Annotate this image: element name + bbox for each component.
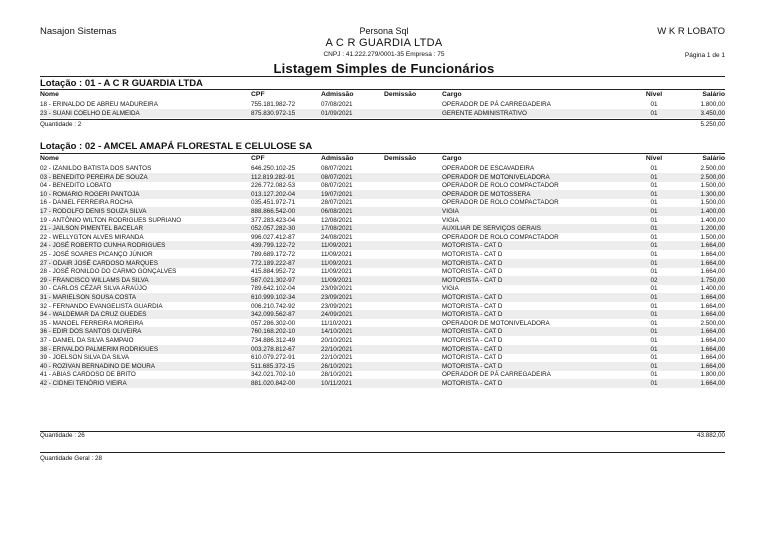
group-title: Lotação : 02 - AMCEL AMAPÁ FLORESTAL E CELULOSE SA: [40, 141, 313, 152]
cell-nome: 19 - ANTÔNIO WILTON RODRIGUES SUPRIANO: [40, 216, 182, 224]
cell-nome: 36 - EDIR DOS SANTOS OLIVEIRA: [40, 328, 142, 336]
cell-nome: 18 - ERINALDO DE ABREU MADUREIRA: [40, 101, 158, 108]
cell-nome: 25 - JOSÉ SOARES PICANÇO JÚNIOR: [40, 251, 153, 258]
cell-nome: 42 - CIDNEI TENÓRIO VIEIRA: [40, 380, 127, 387]
cell-nome: 28 - JOSÉ RONILDO DO CARMO GONÇALVES: [40, 268, 177, 276]
cell-cpf: 888.866.542-00: [251, 208, 296, 215]
database-name: Persona Sql: [359, 26, 409, 36]
cell-cpf: 377.283.423-04: [251, 216, 296, 224]
cell-nivel: 01: [650, 268, 658, 276]
cell-cpf: 587.021.302-97: [251, 276, 296, 284]
cell-salario: 1.664,00: [700, 242, 725, 250]
cell-cpf: 415.884.952-72: [251, 268, 296, 276]
cell-cargo: OPERADOR DE PÁ CARREGADEIRA: [442, 101, 551, 108]
report-title: Listagem Simples de Funcionários: [273, 61, 495, 76]
cell-admissao: 11/09/2021: [321, 251, 353, 258]
cell-salario: 1.200,00: [700, 225, 725, 233]
cell-nome: 32 - FERNANDO EVANGELISTA GUARDIA: [40, 302, 163, 310]
cell-salario: 1.300,00: [700, 190, 725, 198]
col-nome: Nome: [40, 155, 59, 162]
table-row: [40, 109, 725, 118]
table-header: [40, 90, 725, 99]
cell-nivel: 01: [650, 216, 658, 224]
cell-nivel: 01: [650, 354, 658, 362]
cell-salario: 1.664,00: [700, 345, 725, 353]
cell-cargo: MOTORISTA - CAT D: [442, 251, 503, 258]
cell-nivel: 01: [650, 251, 658, 258]
cell-salario: 1.664,00: [700, 337, 725, 344]
cell-admissao: 22/10/2021: [321, 345, 353, 353]
col-cargo: Cargo: [442, 155, 462, 162]
cell-nome: 03 - BENEDITO PEREIRA DE SOUZA: [40, 173, 148, 181]
cell-nivel: 01: [650, 328, 658, 336]
company-name: A C R GUARDIA LTDA: [325, 37, 443, 49]
cell-nome: 22 - WELLYGTON ALVES MIRANDA: [40, 233, 144, 241]
cell-salario: 1.400,00: [700, 216, 725, 224]
cell-admissao: 14/10/2021: [321, 328, 353, 336]
cell-cpf: 996.027.412-87: [251, 233, 296, 241]
cell-nome: 21 - JAILSON PIMENTEL BACELAR: [40, 225, 143, 233]
page-number: Página 1 de 1: [684, 52, 725, 59]
cell-admissao: 11/09/2021: [321, 259, 353, 267]
cell-cpf: 772.189.222-87: [251, 259, 296, 267]
group-total: 43.882,00: [696, 432, 725, 439]
group-total-divider: [40, 119, 725, 120]
cell-nome: 38 - ERIVALDO PALMERIM RODRIGUES: [40, 345, 159, 353]
cell-salario: 1.400,00: [700, 285, 725, 293]
cell-cargo: MOTORISTA - CAT D: [442, 276, 503, 284]
cell-nivel: 01: [650, 182, 658, 190]
cell-admissao: 24/09/2021: [321, 311, 353, 319]
cell-cpf: 057.286.302-00: [251, 319, 296, 327]
cell-nivel: 01: [650, 242, 658, 250]
cell-admissao: 08/07/2021: [321, 182, 353, 190]
cell-cargo: OPERADOR DE ROLO COMPACTADOR: [442, 233, 559, 241]
group-total: 5.250,00: [700, 121, 725, 128]
cell-nivel: 01: [650, 259, 658, 267]
cell-cpf: 610.079.272-91: [251, 354, 296, 362]
cell-nome: 39 - JOELSON SILVA DA SILVA: [40, 354, 130, 362]
cell-cargo: OPERADOR DE MOTOSSERA: [442, 190, 531, 198]
cell-cargo: MOTORISTA - CAT D: [442, 242, 503, 250]
cell-salario: 1.664,00: [700, 380, 725, 387]
cell-cargo: VIGIA: [442, 216, 459, 224]
cell-cpf: 035.451.972-71: [251, 199, 296, 207]
col-salario: Salário: [702, 91, 725, 98]
system-name: Nasajon Sistemas: [40, 26, 117, 37]
col-nivel: Nível: [645, 91, 663, 98]
cell-salario: 1.500,00: [700, 233, 725, 241]
cell-nome: 31 - MARIELSON SOUSA COSTA: [40, 294, 137, 301]
cell-cpf: 511.685.372-15: [251, 362, 295, 370]
cell-cargo: MOTORISTA - CAT D: [442, 362, 503, 370]
cell-admissao: 17/08/2021: [321, 225, 353, 233]
cell-nivel: 01: [650, 109, 658, 117]
cell-nome: 04 - BENEDITO LOBATO: [40, 182, 112, 190]
cell-salario: 3.450,00: [700, 109, 725, 117]
cell-salario: 1.500,00: [700, 199, 725, 207]
cell-nivel: 01: [650, 208, 658, 215]
cell-nivel: 01: [650, 362, 658, 370]
cell-admissao: 19/07/2021: [321, 190, 353, 198]
cell-cargo: MOTORISTA - CAT D: [442, 294, 503, 301]
cell-admissao: 01/09/2021: [321, 109, 353, 117]
cell-salario: 1.664,00: [700, 268, 725, 276]
cell-cpf: 003.278.812-67: [251, 345, 296, 353]
cell-nome: 02 - IZANILDO BATISTA DOS SANTOS: [40, 165, 152, 172]
cell-nome: 41 - ABIAS CARDOSO DE BRITO: [40, 371, 136, 379]
cell-nome: 27 - ODAIR JOSÉ CARDOSO MARQUES: [40, 259, 158, 267]
cell-cpf: 112.819.282-91: [251, 173, 295, 181]
col-nivel: Nível: [645, 155, 663, 162]
cell-nome: 10 - ROMARIO ROGERI PANTOJA: [40, 190, 140, 198]
cell-admissao: 20/10/2021: [321, 337, 353, 344]
cell-nivel: 01: [650, 380, 658, 387]
cell-cargo: OPERADOR DE ROLO COMPACTADOR: [442, 199, 559, 207]
cell-admissao: 23/09/2021: [321, 285, 353, 293]
cell-admissao: 12/08/2021: [321, 216, 353, 224]
cell-nivel: 01: [650, 345, 658, 353]
cell-admissao: 11/09/2021: [321, 242, 353, 250]
col-nome: Nome: [40, 91, 59, 98]
cell-cargo: VIGIA: [442, 285, 459, 293]
cell-nivel: 01: [650, 302, 658, 310]
cell-nivel: 01: [650, 294, 658, 301]
cell-nome: 17 - RODOLFO DENIS SOUZA SILVA: [40, 208, 147, 215]
cell-salario: 1.664,00: [700, 251, 725, 258]
cell-salario: 1.664,00: [700, 294, 725, 301]
cell-cpf: 342.099.562-87: [251, 311, 296, 319]
cell-salario: 2.500,00: [700, 173, 725, 181]
cell-cpf: 755.181.982-72: [251, 101, 296, 108]
cell-salario: 1.800,00: [700, 371, 725, 379]
col-salario: Salário: [702, 155, 725, 162]
cell-cargo: MOTORISTA - CAT D: [442, 345, 503, 353]
cell-admissao: 24/08/2021: [321, 233, 353, 241]
cell-salario: 1.750,00: [700, 276, 725, 284]
cell-cargo: MOTORISTA - CAT D: [442, 268, 503, 276]
cell-cargo: VIGIA: [442, 208, 459, 215]
cell-salario: 2.500,00: [700, 165, 725, 172]
cell-nivel: 01: [650, 337, 658, 344]
cell-admissao: 11/09/2021: [321, 276, 353, 284]
cell-cargo: MOTORISTA - CAT D: [442, 311, 503, 319]
cell-nome: 34 - WALDEMAR DA CRUZ GUEDES: [40, 311, 147, 319]
cell-cargo: OPERADOR DE MOTONIVELADORA: [442, 173, 550, 181]
table-header: [40, 154, 725, 163]
cell-admissao: 08/07/2021: [321, 165, 353, 172]
cell-salario: 1.800,00: [700, 101, 725, 108]
col-demissao: Demissão: [384, 91, 417, 98]
cell-nivel: 01: [650, 225, 658, 233]
cell-cargo: OPERADOR DE ESCAVADEIRA: [442, 165, 535, 172]
cell-cargo: OPERADOR DE MOTONIVELADORA: [442, 319, 550, 327]
cell-cpf: 052.057.282-30: [251, 225, 296, 233]
cell-cargo: MOTORISTA - CAT D: [442, 302, 503, 310]
cell-admissao: 28/10/2021: [321, 371, 353, 379]
cell-nivel: 01: [650, 311, 658, 319]
cell-nome: 30 - CARLOS CÉZAR SILVA ARAÚJO: [40, 285, 147, 293]
cell-salario: 1.500,00: [700, 182, 725, 190]
cell-cargo: OPERADOR DE PÁ CARREGADEIRA: [442, 371, 551, 379]
cell-nivel: 01: [650, 173, 658, 181]
cell-nivel: 01: [650, 371, 658, 379]
group-total-divider: [40, 431, 725, 432]
cell-cpf: 734.886.312-49: [251, 337, 296, 344]
cell-salario: 1.664,00: [700, 259, 725, 267]
cell-cpf: 226.772.082-53: [251, 182, 296, 190]
cell-admissao: 07/08/2021: [321, 101, 353, 108]
cell-admissao: 06/08/2021: [321, 208, 353, 215]
cell-nivel: 01: [650, 319, 658, 327]
cell-nome: 16 - DANIEL FERREIRA ROCHA: [40, 199, 133, 207]
cell-cpf: 789.689.172-72: [251, 251, 296, 258]
company-cnpj: CNPJ : 41.222.279/0001-35 Empresa : 75: [323, 51, 445, 58]
cell-cargo: GERENTE ADMINISTRATIVO: [442, 109, 527, 117]
cell-cpf: 789.642.102-04: [251, 285, 296, 293]
cell-admissao: 11/09/2021: [321, 268, 353, 276]
cell-admissao: 10/11/2021: [321, 380, 353, 387]
cell-salario: 1.400,00: [700, 208, 725, 215]
cell-nome: 37 - DANIEL DA SILVA SAMPAIO: [40, 337, 134, 344]
group-quantity: Quantidade : 2: [40, 121, 82, 128]
cell-nivel: 01: [650, 199, 658, 207]
cell-cargo: MOTORISTA - CAT D: [442, 337, 503, 344]
cell-salario: 2.500,00: [700, 319, 725, 327]
cell-nome: 40 - ROZIVAN BERNADINO DE MOURA: [40, 362, 155, 370]
cell-nome: 35 - MANOEL FERREIRA MOREIRA: [40, 319, 144, 327]
cell-admissao: 26/10/2021: [321, 362, 353, 370]
table-row: [40, 379, 725, 388]
grand-quantity: Quantidade Geral : 28: [40, 455, 102, 462]
col-admissao: Admissão: [321, 91, 354, 98]
col-demissao: Demissão: [384, 155, 417, 162]
cell-cpf: 013.127.202-04: [251, 190, 296, 198]
cell-nome: 23 - SUANI COELHO DE ALMEIDA: [40, 109, 140, 117]
cell-salario: 1.664,00: [700, 328, 725, 336]
cell-cpf: 610.999.102-34: [251, 294, 296, 301]
cell-cpf: 646.250.102-25: [251, 165, 296, 172]
col-cargo: Cargo: [442, 91, 462, 98]
cell-cpf: 006.210.742-92: [251, 302, 296, 310]
cell-nome: 29 - FRANCISCO WILLAMS DA SILVA: [40, 276, 149, 284]
cell-cargo: MOTORISTA - CAT D: [442, 259, 503, 267]
cell-cpf: 342.021.702-10: [251, 371, 296, 379]
cell-cpf: 881.020.842-00: [251, 380, 296, 387]
col-admissao: Admissão: [321, 155, 354, 162]
title-divider: [40, 76, 725, 77]
cell-admissao: 28/07/2021: [321, 199, 353, 207]
cell-cpf: 439.799.122-72: [251, 242, 296, 250]
group-quantity: Quantidade : 26: [40, 432, 85, 439]
cell-admissao: 22/10/2021: [321, 354, 353, 362]
cell-cargo: MOTORISTA - CAT D: [442, 380, 503, 387]
footer-divider: [40, 452, 725, 453]
cell-nivel: 01: [650, 165, 658, 172]
cell-admissao: 11/10/2021: [321, 319, 353, 327]
cell-nivel: 01: [650, 190, 658, 198]
group-title: Lotação : 01 - A C R GUARDIA LTDA: [40, 78, 203, 89]
cell-salario: 1.664,00: [700, 354, 725, 362]
cell-cpf: 760.168.202-10: [251, 328, 296, 336]
cell-nome: 24 - JOSÉ ROBERTO CUNHA RODRIGUES: [40, 242, 166, 250]
user-name: W K R LOBATO: [657, 26, 725, 37]
cell-salario: 1.664,00: [700, 302, 725, 310]
cell-admissao: 08/07/2021: [321, 173, 353, 181]
cell-admissao: 23/09/2021: [321, 302, 353, 310]
cell-cpf: 875.830.972-15: [251, 109, 296, 117]
cell-nivel: 01: [650, 101, 658, 108]
cell-nivel: 02: [650, 276, 658, 284]
col-cpf: CPF: [251, 155, 265, 162]
cell-admissao: 23/09/2021: [321, 294, 353, 301]
cell-cargo: MOTORISTA - CAT D: [442, 328, 503, 336]
col-cpf: CPF: [251, 91, 265, 98]
cell-cargo: MOTORISTA - CAT D: [442, 354, 503, 362]
cell-nivel: 01: [650, 285, 658, 293]
cell-salario: 1.664,00: [700, 362, 725, 370]
cell-nivel: 01: [650, 233, 658, 241]
cell-cargo: AUXILIAR DE SERVIÇOS GERAIS: [442, 225, 541, 233]
cell-salario: 1.664,00: [700, 311, 725, 319]
cell-cargo: OPERADOR DE ROLO COMPACTADOR: [442, 182, 559, 190]
